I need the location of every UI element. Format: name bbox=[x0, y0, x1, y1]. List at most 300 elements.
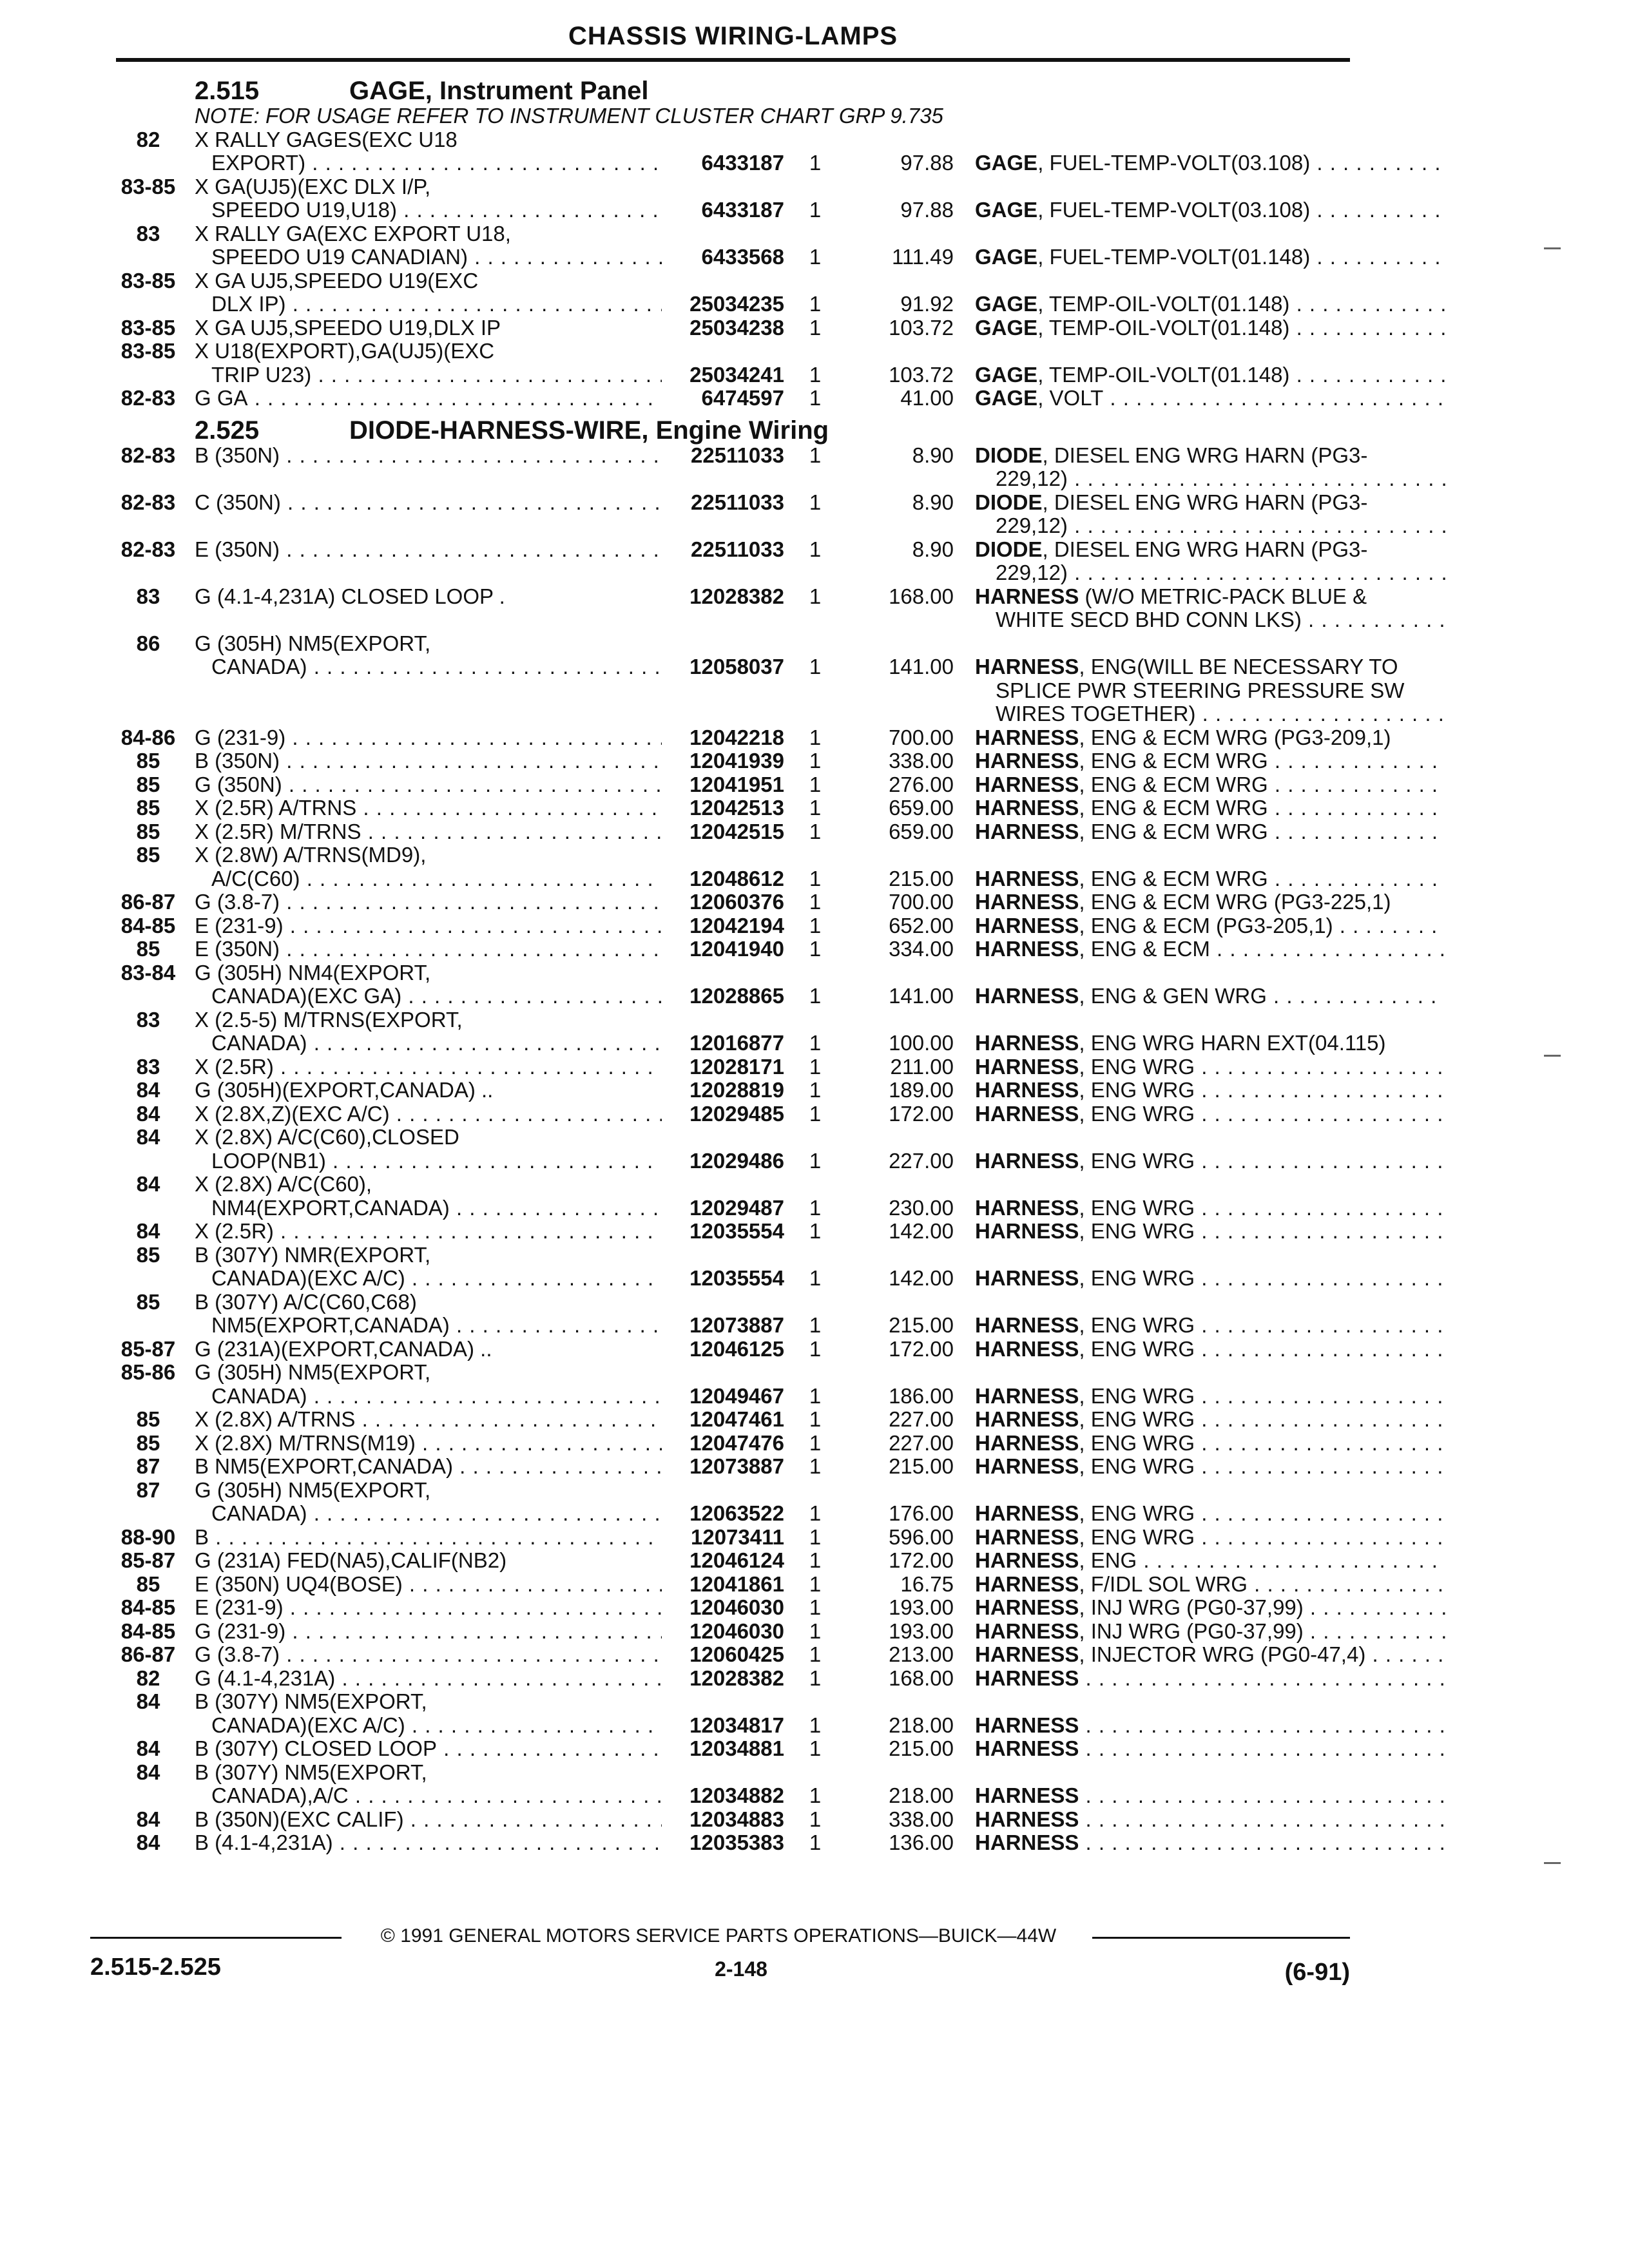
part-number: 12028382 bbox=[689, 584, 784, 608]
part-name-detail: , ENG WRG bbox=[1079, 1055, 1195, 1079]
part-name-detail: WHITE SECD BHD CONN LKS) bbox=[996, 608, 1302, 631]
quantity: 1 bbox=[809, 151, 822, 175]
part-number: 12073887 bbox=[689, 1454, 784, 1478]
part-number: 12060376 bbox=[689, 890, 784, 914]
model-year: 85-86 bbox=[120, 1360, 176, 1384]
quantity: 1 bbox=[809, 198, 822, 222]
part-name bbox=[975, 914, 1445, 938]
model-year: 83-85 bbox=[120, 315, 176, 340]
part-name-detail: , FUEL-TEMP-VOLT(03.108) bbox=[1037, 151, 1311, 175]
usage-description: B (4.1-4,231A) . . . bbox=[195, 1831, 662, 1855]
part-name-detail: , ENG & ECM WRG bbox=[1079, 796, 1268, 820]
part-name bbox=[975, 985, 1445, 1008]
part-name-detail: , ENG & ECM (PG3-205,1) bbox=[1079, 914, 1333, 937]
quantity: 1 bbox=[809, 1666, 822, 1690]
part-number: 12041939 bbox=[689, 749, 784, 773]
part-row bbox=[110, 1831, 1360, 1855]
usage-description: X GA(UJ5)(EXC DLX I/P, bbox=[195, 175, 431, 198]
margin-mark bbox=[1544, 1862, 1561, 1864]
part-number: 12028171 bbox=[689, 1054, 784, 1079]
part-number: 22511033 bbox=[690, 443, 784, 467]
part-name bbox=[975, 1432, 1445, 1456]
section-title: DIODE-HARNESS-WIRE, Engine Wiring bbox=[349, 416, 829, 445]
price: 338.00 bbox=[889, 749, 954, 773]
usage-description: NM4(EXPORT,CANADA) . . . bbox=[211, 1196, 662, 1220]
part-name-keyword: HARNESS bbox=[975, 1831, 1079, 1854]
part-name-detail: , ENG & GEN WRG bbox=[1079, 985, 1267, 1008]
usage-description: CANADA) . . . bbox=[211, 1032, 662, 1055]
part-name-keyword: GAGE bbox=[975, 363, 1038, 387]
quantity: 1 bbox=[809, 725, 822, 749]
model-year: 84 bbox=[136, 1736, 160, 1760]
part-number: 12063522 bbox=[689, 1501, 784, 1525]
section-number: 2.515 bbox=[195, 77, 260, 105]
model-year: 84 bbox=[136, 1831, 160, 1854]
quantity: 1 bbox=[809, 1266, 822, 1290]
part-name-keyword: GAGE bbox=[975, 387, 1038, 410]
part-name bbox=[975, 1808, 1445, 1832]
quantity: 1 bbox=[809, 245, 822, 269]
part-name-keyword: HARNESS bbox=[975, 1032, 1079, 1055]
quantity: 1 bbox=[809, 913, 822, 937]
part-number: 12073411 bbox=[690, 1524, 784, 1549]
part-number: 12046125 bbox=[689, 1336, 784, 1361]
usage-description: X (2.8X) A/C(C60), bbox=[195, 1173, 372, 1196]
part-name bbox=[996, 561, 1445, 585]
price: 338.00 bbox=[889, 1807, 954, 1831]
part-name-detail: , ENG WRG HARN EXT(04.115) bbox=[1079, 1032, 1386, 1055]
usage-description: X U18(EXPORT),GA(UJ5)(EXC bbox=[195, 340, 495, 363]
price: 111.49 bbox=[891, 245, 954, 269]
part-name-keyword: HARNESS bbox=[975, 1737, 1079, 1760]
part-name-keyword: HARNESS bbox=[975, 1384, 1079, 1408]
part-name-keyword: HARNESS bbox=[975, 1455, 1079, 1478]
section-heading bbox=[110, 410, 1360, 444]
part-name-keyword: GAGE bbox=[975, 316, 1038, 340]
part-row bbox=[110, 725, 1391, 750]
part-row bbox=[110, 175, 1360, 199]
part-name-detail: , VOLT bbox=[1037, 387, 1104, 410]
part-name bbox=[975, 363, 1445, 387]
part-name-keyword: HARNESS bbox=[975, 937, 1079, 961]
price: 8.90 bbox=[912, 537, 954, 561]
part-row bbox=[110, 796, 1360, 820]
usage-description: E (231-9) . . . bbox=[195, 914, 662, 938]
quantity: 1 bbox=[809, 1336, 822, 1361]
part-name bbox=[996, 608, 1445, 632]
usage-description: EXPORT) . . . bbox=[211, 151, 662, 175]
usage-description: B (307Y) CLOSED LOOP . . . bbox=[195, 1737, 662, 1761]
usage-description: CANADA) . . . bbox=[211, 655, 662, 679]
note-text: NOTE: FOR USAGE REFER TO INSTRUMENT CLUSTER CHART GRP 9.735 bbox=[195, 104, 943, 128]
part-name-keyword: HARNESS bbox=[975, 985, 1079, 1008]
price: 172.00 bbox=[889, 1336, 954, 1361]
price: 215.00 bbox=[889, 1454, 954, 1478]
part-row bbox=[110, 316, 1360, 340]
part-row bbox=[110, 198, 1360, 222]
part-name bbox=[975, 655, 1445, 679]
part-number: 12046030 bbox=[689, 1619, 784, 1643]
price: 168.00 bbox=[889, 584, 954, 608]
model-year: 84-85 bbox=[120, 1619, 176, 1643]
part-name bbox=[975, 1338, 1445, 1361]
parts-list bbox=[110, 71, 1405, 1855]
usage-description: B (307Y) NMR(EXPORT, bbox=[195, 1243, 431, 1267]
part-name-detail: , ENG WRG bbox=[1079, 1196, 1195, 1220]
price: 227.00 bbox=[889, 1148, 954, 1173]
quantity: 1 bbox=[809, 1101, 822, 1126]
usage-description: G (305H) NM5(EXPORT, bbox=[195, 1361, 431, 1384]
part-name-detail: , ENG WRG bbox=[1079, 1220, 1195, 1243]
usage-description: LOOP(NB1) . . . bbox=[211, 1149, 662, 1173]
part-name-keyword: HARNESS bbox=[975, 1784, 1079, 1807]
part-name-keyword: HARNESS bbox=[975, 1525, 1079, 1549]
usage-description: A/C(C60) . . . bbox=[211, 867, 662, 891]
part-name-detail: , ENG WRG bbox=[1079, 1102, 1195, 1126]
price: 186.00 bbox=[889, 1383, 954, 1408]
part-name-detail: 229,12) bbox=[996, 467, 1068, 490]
model-year: 84 bbox=[136, 1689, 160, 1713]
part-number: 6433187 bbox=[701, 198, 784, 222]
part-name-keyword: HARNESS bbox=[975, 773, 1079, 796]
part-name-detail: , ENG & ECM WRG bbox=[1079, 773, 1268, 796]
part-name-detail: , ENG WRG bbox=[1079, 1337, 1195, 1361]
quantity: 1 bbox=[809, 1454, 822, 1478]
usage-description: X (2.8W) A/TRNS(MD9), bbox=[195, 843, 427, 867]
model-year: 84-85 bbox=[120, 913, 176, 937]
part-name-keyword: GAGE bbox=[975, 198, 1038, 222]
price: 215.00 bbox=[889, 1313, 954, 1337]
part-name-detail: , ENG & ECM bbox=[1079, 937, 1210, 961]
quantity: 1 bbox=[809, 1383, 822, 1408]
part-name bbox=[975, 1455, 1445, 1479]
usage-description: CANADA)(EXC A/C) . . . bbox=[211, 1267, 662, 1291]
part-row bbox=[110, 867, 1360, 891]
price: 215.00 bbox=[889, 866, 954, 890]
part-row bbox=[110, 1267, 1360, 1291]
part-row bbox=[110, 749, 1360, 773]
part-name-keyword: HARNESS bbox=[975, 1102, 1079, 1126]
part-name-keyword: HARNESS bbox=[975, 1549, 1079, 1572]
part-row bbox=[110, 1642, 1366, 1667]
part-number: 12034881 bbox=[689, 1736, 784, 1760]
part-name bbox=[975, 1079, 1445, 1102]
price: 136.00 bbox=[889, 1831, 954, 1854]
part-name bbox=[975, 1502, 1445, 1526]
model-year: 85 bbox=[136, 1571, 160, 1596]
usage-description: CANADA) . . . bbox=[211, 1502, 662, 1526]
model-year: 85 bbox=[136, 796, 160, 820]
part-name bbox=[975, 773, 1445, 797]
part-number: 12046030 bbox=[689, 1595, 784, 1619]
part-name-detail: , ENG WRG bbox=[1079, 1455, 1195, 1478]
part-name bbox=[975, 1196, 1445, 1220]
quantity: 1 bbox=[809, 1524, 822, 1549]
part-number: 12035383 bbox=[689, 1831, 784, 1854]
part-name-keyword: HARNESS bbox=[975, 1643, 1079, 1666]
part-row bbox=[110, 1667, 1360, 1691]
part-number: 12041861 bbox=[689, 1571, 784, 1596]
part-name bbox=[975, 1032, 1445, 1055]
part-number: 22511033 bbox=[690, 490, 784, 514]
part-row bbox=[110, 1102, 1360, 1126]
footer-copyright: © 1991 GENERAL MOTORS SERVICE PARTS OPERATIONS—BUICK—44W bbox=[380, 1925, 1057, 1946]
part-name-keyword: HARNESS bbox=[975, 1502, 1079, 1525]
price: 652.00 bbox=[889, 913, 954, 937]
part-row bbox=[110, 1385, 1360, 1408]
part-name bbox=[975, 585, 1445, 609]
model-year: 85-87 bbox=[120, 1548, 176, 1572]
part-name-keyword: HARNESS bbox=[975, 1079, 1079, 1102]
usage-description: E (350N) . . . bbox=[195, 937, 662, 961]
part-name-detail: , DIESEL ENG WRG HARN (PG3- bbox=[1042, 443, 1368, 467]
model-year: 82-83 bbox=[120, 386, 176, 410]
part-number: 25034238 bbox=[689, 315, 784, 340]
part-name-keyword: DIODE bbox=[975, 537, 1043, 561]
model-year: 85 bbox=[136, 843, 160, 867]
part-name-keyword: HARNESS bbox=[975, 1408, 1079, 1431]
usage-description: CANADA) . . . bbox=[211, 1385, 662, 1408]
model-year: 84 bbox=[136, 1172, 160, 1196]
part-name bbox=[975, 1267, 1445, 1291]
part-row bbox=[110, 1596, 1360, 1620]
model-year: 83-85 bbox=[120, 339, 176, 363]
part-row bbox=[110, 1479, 1360, 1503]
part-row bbox=[110, 1031, 1386, 1055]
price: 218.00 bbox=[889, 1713, 954, 1737]
part-name-keyword: HARNESS bbox=[975, 1572, 1079, 1596]
part-name bbox=[975, 293, 1445, 316]
quantity: 1 bbox=[809, 1548, 822, 1572]
part-name-keyword: HARNESS bbox=[975, 890, 1079, 914]
price: 172.00 bbox=[889, 1548, 954, 1572]
model-year: 86 bbox=[136, 631, 160, 655]
model-year: 85 bbox=[136, 1407, 160, 1431]
part-row bbox=[110, 1737, 1360, 1761]
part-name bbox=[975, 1385, 1445, 1408]
price: 218.00 bbox=[889, 1783, 954, 1807]
part-name bbox=[975, 890, 1445, 914]
part-row bbox=[110, 1620, 1360, 1644]
part-row bbox=[110, 490, 1368, 515]
part-name bbox=[975, 1549, 1445, 1573]
quantity: 1 bbox=[809, 362, 822, 387]
model-year: 82-83 bbox=[120, 490, 176, 514]
usage-description: TRIP U23) . . . bbox=[211, 363, 662, 387]
footer-group-range: 2.515-2.525 bbox=[90, 1954, 221, 1981]
part-name-continuation bbox=[110, 608, 1360, 632]
part-name bbox=[975, 1526, 1445, 1550]
price: 230.00 bbox=[889, 1195, 954, 1220]
usage-description: X (2.5-5) M/TRNS(EXPORT, bbox=[195, 1008, 463, 1032]
part-name-detail: , ENG & ECM WRG bbox=[1079, 867, 1268, 890]
part-number: 25034235 bbox=[689, 292, 784, 316]
part-name-keyword: HARNESS bbox=[975, 1713, 1079, 1737]
part-name-keyword: HARNESS bbox=[975, 796, 1079, 820]
model-year: 82 bbox=[136, 1666, 160, 1690]
price: 700.00 bbox=[889, 890, 954, 914]
part-number: 12042218 bbox=[689, 725, 784, 749]
part-name bbox=[975, 1055, 1445, 1079]
part-name-detail: , ENG WRG bbox=[1079, 1431, 1195, 1455]
price: 172.00 bbox=[889, 1101, 954, 1126]
part-row bbox=[110, 151, 1360, 175]
part-name-keyword: HARNESS bbox=[975, 1666, 1079, 1690]
price: 100.00 bbox=[889, 1031, 954, 1055]
part-name-keyword: HARNESS bbox=[975, 749, 1079, 773]
model-year: 82-83 bbox=[120, 537, 176, 561]
part-row bbox=[110, 890, 1391, 914]
part-name bbox=[975, 1714, 1445, 1738]
part-row bbox=[110, 632, 1360, 656]
model-year: 85 bbox=[136, 1242, 160, 1267]
usage-description: CANADA),A/C . . . bbox=[211, 1784, 662, 1808]
part-number: 12041951 bbox=[689, 772, 784, 796]
price: 8.90 bbox=[912, 443, 954, 467]
footer-date-code: (6-91) bbox=[1284, 1959, 1350, 1986]
quantity: 1 bbox=[809, 1430, 822, 1455]
quantity: 1 bbox=[809, 1831, 822, 1854]
part-name-keyword: GAGE bbox=[975, 245, 1038, 269]
part-name bbox=[975, 1220, 1445, 1244]
usage-description: CANADA)(EXC A/C) . . . bbox=[211, 1714, 662, 1738]
usage-description: X RALLY GA(EXC EXPORT U18, bbox=[195, 222, 511, 245]
part-number: 12073887 bbox=[689, 1313, 784, 1337]
quantity: 1 bbox=[809, 537, 822, 561]
model-year: 85 bbox=[136, 937, 160, 961]
margin-mark bbox=[1544, 247, 1561, 249]
part-name-detail: , ENG & ECM WRG (PG3-209,1) bbox=[1079, 726, 1391, 749]
usage-description: G (305H) NM5(EXPORT, bbox=[195, 1478, 431, 1502]
part-row bbox=[110, 843, 1360, 867]
part-name-detail: , ENG(WILL BE NECESSARY TO bbox=[1079, 655, 1398, 678]
quantity: 1 bbox=[809, 1807, 822, 1831]
quantity: 1 bbox=[809, 584, 822, 608]
part-name-detail: , ENG & ECM WRG (PG3-225,1) bbox=[1079, 890, 1391, 914]
quantity: 1 bbox=[809, 1219, 822, 1243]
part-number: 12046124 bbox=[689, 1548, 784, 1572]
part-row bbox=[110, 1149, 1360, 1173]
part-number: 12042515 bbox=[689, 819, 784, 843]
part-name-keyword: HARNESS bbox=[975, 1314, 1079, 1337]
model-year: 84 bbox=[136, 1807, 160, 1831]
model-year: 82-83 bbox=[120, 443, 176, 467]
part-row bbox=[110, 222, 1360, 246]
part-row bbox=[110, 340, 1360, 363]
part-row bbox=[110, 1291, 1360, 1314]
part-name bbox=[975, 1314, 1445, 1338]
price: 213.00 bbox=[889, 1642, 954, 1666]
section-heading bbox=[110, 71, 1360, 104]
part-name-detail: , ENG WRG bbox=[1079, 1408, 1195, 1431]
usage-description: NM5(EXPORT,CANADA) . . . bbox=[211, 1314, 662, 1338]
usage-description: G (231-9) . . . bbox=[195, 1620, 662, 1644]
part-name-keyword: HARNESS bbox=[975, 655, 1079, 678]
model-year: 85-87 bbox=[120, 1336, 176, 1361]
usage-description: C (350N) . . . bbox=[195, 491, 662, 515]
part-name-keyword: GAGE bbox=[975, 293, 1038, 316]
part-name-keyword: DIODE bbox=[975, 443, 1043, 467]
part-name-keyword: HARNESS bbox=[975, 1196, 1079, 1220]
part-name bbox=[975, 937, 1445, 961]
part-number: 12058037 bbox=[689, 655, 784, 678]
usage-description: G (3.8-7) . . . bbox=[195, 890, 662, 914]
usage-note bbox=[110, 104, 1360, 128]
part-name-detail: 229,12) bbox=[996, 514, 1068, 537]
part-row bbox=[110, 1361, 1360, 1385]
part-name-keyword: HARNESS bbox=[975, 584, 1079, 608]
model-year: 83 bbox=[136, 584, 160, 608]
part-row bbox=[110, 1690, 1360, 1714]
part-name-keyword: HARNESS bbox=[975, 1149, 1079, 1173]
model-year: 86-87 bbox=[120, 890, 176, 914]
part-row bbox=[110, 1432, 1360, 1456]
part-name-detail: , ENG & ECM WRG bbox=[1079, 820, 1268, 843]
price: 41.00 bbox=[900, 386, 954, 410]
part-name bbox=[975, 444, 1445, 468]
model-year: 87 bbox=[136, 1477, 160, 1502]
part-row bbox=[110, 387, 1360, 410]
part-name bbox=[975, 1102, 1445, 1126]
usage-description: X GA UJ5,SPEEDO U19,DLX IP bbox=[195, 316, 501, 340]
part-number: 12047461 bbox=[689, 1407, 784, 1431]
part-row bbox=[110, 1502, 1360, 1526]
section-number: 2.525 bbox=[195, 416, 260, 445]
price: 141.00 bbox=[889, 655, 954, 678]
quantity: 1 bbox=[809, 1619, 822, 1643]
quantity: 1 bbox=[809, 1713, 822, 1737]
margin-mark bbox=[1544, 1055, 1561, 1057]
part-row bbox=[110, 1549, 1360, 1573]
footer-rule-right bbox=[1092, 1937, 1350, 1939]
quantity: 1 bbox=[809, 866, 822, 890]
usage-description: B (350N)(EXC CALIF) . . . bbox=[195, 1808, 662, 1832]
part-row bbox=[110, 773, 1360, 797]
part-name-keyword: HARNESS bbox=[975, 867, 1079, 890]
usage-description: B (350N) . . . bbox=[195, 749, 662, 773]
usage-description: G (3.8-7) . . . bbox=[195, 1643, 662, 1667]
quantity: 1 bbox=[809, 1195, 822, 1220]
price: 97.88 bbox=[900, 198, 954, 222]
part-name-detail: , ENG WRG bbox=[1079, 1525, 1195, 1549]
usage-description: B (307Y) NM5(EXPORT, bbox=[195, 1760, 427, 1784]
price: 276.00 bbox=[889, 772, 954, 796]
part-number: 12029485 bbox=[689, 1101, 784, 1126]
part-name-detail: , ENG WRG bbox=[1079, 1149, 1195, 1173]
part-name-continuation bbox=[110, 514, 1360, 538]
model-year: 84 bbox=[136, 1219, 160, 1243]
quantity: 1 bbox=[809, 796, 822, 820]
part-number: 12029486 bbox=[689, 1148, 784, 1173]
part-number: 6433187 bbox=[701, 151, 784, 175]
part-row bbox=[110, 1126, 1360, 1149]
part-name-detail: , ENG WRG bbox=[1079, 1384, 1195, 1408]
part-name-keyword: HARNESS bbox=[975, 1220, 1079, 1243]
quantity: 1 bbox=[809, 1595, 822, 1619]
model-year: 85 bbox=[136, 1289, 160, 1314]
price: 227.00 bbox=[889, 1407, 954, 1431]
part-name-detail: , ENG WRG bbox=[1079, 1502, 1195, 1525]
quantity: 1 bbox=[809, 1054, 822, 1079]
part-name-detail: SPLICE PWR STEERING PRESSURE SW bbox=[996, 678, 1405, 702]
part-name-keyword: HARNESS bbox=[975, 914, 1079, 937]
usage-description: G GA . . . bbox=[195, 387, 662, 410]
quantity: 1 bbox=[809, 1571, 822, 1596]
price: 142.00 bbox=[889, 1219, 954, 1243]
price: 141.00 bbox=[889, 984, 954, 1008]
model-year: 88-90 bbox=[120, 1524, 176, 1549]
usage-description: SPEEDO U19,U18) . . . bbox=[211, 198, 662, 222]
